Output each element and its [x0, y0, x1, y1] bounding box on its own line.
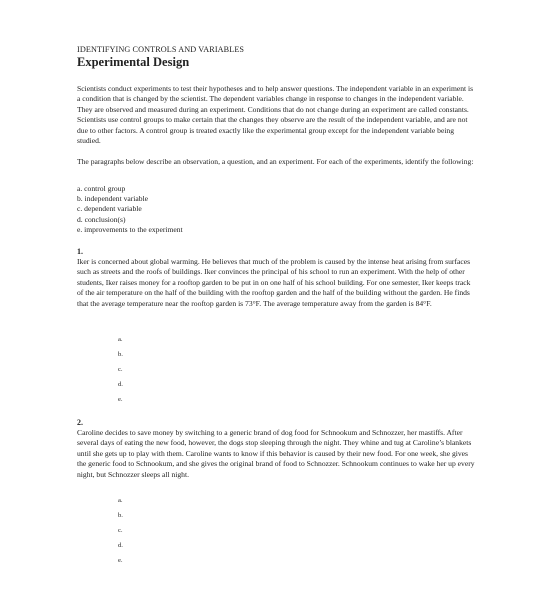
question-1-number: 1.	[77, 247, 83, 256]
page-title: Experimental Design	[77, 55, 190, 69]
answer-label: a.	[118, 497, 123, 504]
intro-paragraph: Scientists conduct experiments to test their hypotheses and to help answer questions. The independent variable in an experiment is a condition that is changed by the scientist. The dependent variables change in response to changes in the independent variable. They are observed and measured during an experiment. Conditions that do not change during an experiment are called constants. Scientists use control groups to make certain that the changes they observe are the result of the independent variable, and are not due to other factors. A control group is treated exactly like the experimental group except for the independent variable being studied.	[77, 84, 474, 146]
list-item: c. dependent variable	[77, 204, 142, 214]
answer-label: d.	[118, 542, 123, 549]
answer-label: c.	[118, 366, 123, 373]
answer-label: c.	[118, 527, 123, 534]
list-item: b. independent variable	[77, 194, 149, 204]
identify-list	[77, 184, 183, 235]
answer-label: a.	[118, 336, 123, 343]
answer-label: b.	[118, 512, 123, 519]
list-item: d. conclusion(s)	[77, 214, 126, 224]
question-1-text: Iker is concerned about global warming. He believes that much of the problem is caused by the intense heat arising from surfaces such as streets and the roofs of buildings. Iker convinces the principal of his school to run an experiment. With the help of other students, Iker raises money for a rooftop garden to be put in on one half of his school building. For one semester, Iker keeps track of the air temperature on the half of the building with the rooftop garden and the half of the building without the garden. He finds that the average temperature near the rooftop garden is 73°F. The average temperature away from the garden is 84°F.	[77, 257, 471, 308]
answer-label: b.	[118, 351, 123, 358]
answer-label: e.	[118, 557, 123, 564]
list-item: e. improvements to the experiment	[77, 224, 183, 234]
question-2-text: Caroline decides to save money by switching to a generic brand of dog food for Schnookum and Schnozzer, her mastiffs. After several days of eating the new food, however, the dogs stop sleeping through the night. They whine and tug at Caroline’s blankets until she gets up to play with them. Caroline wants to know if this behavior is caused by their new food. For one week, she gives the generic food to Schnookum, and she gives the original brand of food to Schnozzer. Schnookum continues to wake her up every night, but Schnozzer sleeps all night.	[77, 428, 475, 479]
worksheet-kicker: IDENTIFYING CONTROLS AND VARIABLES	[77, 45, 245, 54]
list-item: a. control group	[77, 184, 126, 193]
question-2-number: 2.	[77, 418, 83, 427]
answer-label: e.	[118, 396, 123, 403]
instructions-paragraph: The paragraphs below describe an observation, a question, and an experiment. For each of the experiments, identify the following:	[77, 157, 474, 166]
answer-label: d.	[118, 381, 123, 388]
